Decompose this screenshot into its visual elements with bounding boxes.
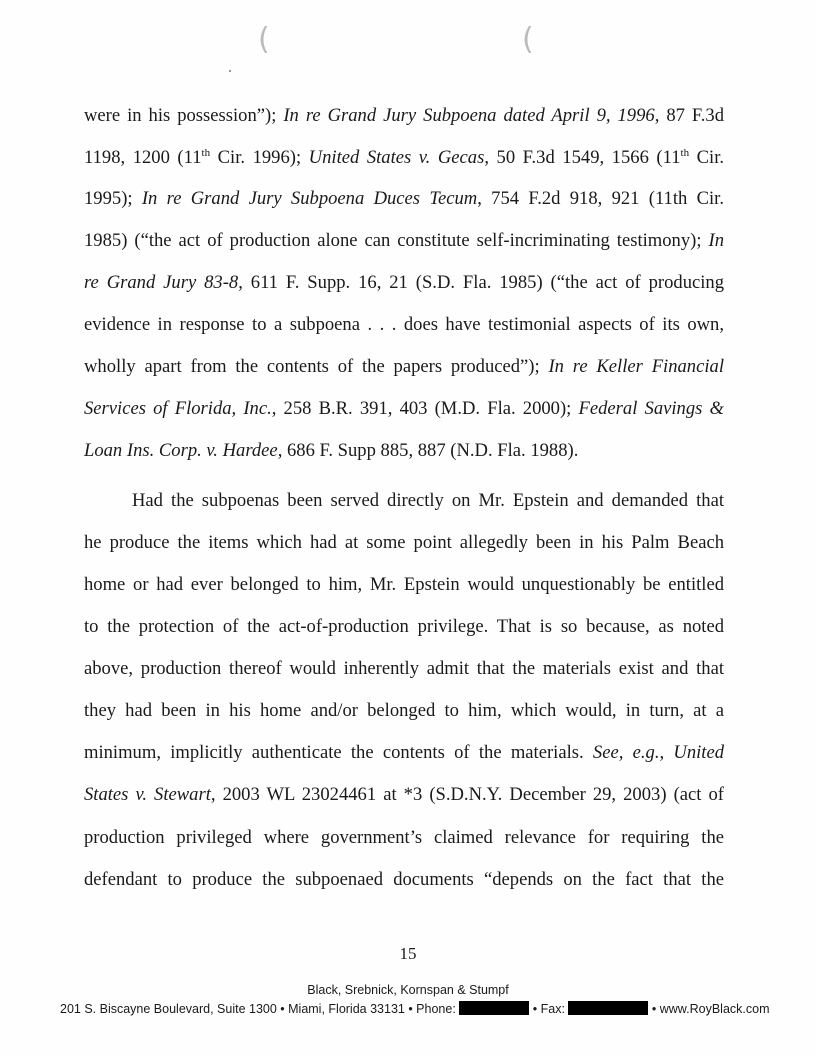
body-line-16: minimum, implicitly authenticate the contents of the materials. See, e.g., United — [84, 742, 724, 763]
body-line-14: above, production thereof would inherently admit that the materials exist and that — [84, 658, 724, 679]
hole-punch-mark-left: ( — [258, 22, 270, 57]
body-line-3: 1995); In re Grand Jury Subpoena Duces Tecum, 754 F.2d 918, 921 (11th Cir. — [84, 188, 724, 209]
body-line-11: he produce the items which had at some point allegedly been in his Palm Beach — [84, 532, 724, 553]
footer-address: 201 S. Biscayne Boulevard, Suite 1300 • Miami, Florida 33131 • Phone: — [60, 1002, 456, 1016]
body-line-2: 1198, 1200 (11th Cir. 1996); United States v. Gecas, 50 F.3d 1549, 1566 (11th Cir. — [84, 147, 725, 168]
footer-address-line — [60, 1001, 770, 1016]
redacted-fax — [568, 1001, 648, 1015]
body-line-6: evidence in response to a subpoena . . . does have testimonial aspects of its own, — [84, 314, 724, 335]
body-line-4: 1985) (“the act of production alone can constitute self-incriminating testimony); In — [84, 230, 724, 251]
paragraph-2-line-1: Had the subpoenas been served directly on Mr. Epstein and demanded that — [132, 490, 724, 511]
body-line-7: wholly apart from the contents of the papers produced”); In re Keller Financial — [84, 356, 724, 377]
body-line-19: defendant to produce the subpoenaed documents “depends on the fact that the — [84, 869, 724, 890]
body-line-1: were in his possession”); In re Grand Jury Subpoena dated April 9, 1996, 87 F.3d — [84, 105, 724, 126]
body-line-13: to the protection of the act-of-production privilege. That is so because, as noted — [84, 616, 724, 637]
body-line-18: production privileged where government’s claimed relevance for requiring the — [84, 827, 724, 848]
hole-punch-mark-right: ( — [522, 22, 534, 57]
body-line-5: re Grand Jury 83-8, 611 F. Supp. 16, 21 (S.D. Fla. 1985) (“the act of producing — [84, 272, 724, 293]
body-line-12: home or had ever belonged to him, Mr. Epstein would unquestionably be entitled — [84, 574, 724, 595]
body-line-8: Services of Florida, Inc., 258 B.R. 391, 403 (M.D. Fla. 2000); Federal Savings & — [84, 398, 724, 419]
footer-firm-name: Black, Srebnick, Kornspan & Stumpf — [307, 983, 509, 997]
body-line-15: they had been in his home and/or belonged to him, which would, in turn, at a — [84, 700, 724, 721]
scan-speck — [229, 70, 231, 72]
body-line-9: Loan Ins. Corp. v. Hardee, 686 F. Supp 885, 887 (N.D. Fla. 1988). — [84, 440, 579, 461]
footer-website: • www.RoyBlack.com — [651, 1002, 770, 1016]
page-number: 15 — [399, 944, 417, 963]
body-line-17: States v. Stewart, 2003 WL 23024461 at *3 (S.D.N.Y. December 29, 2003) (act of — [84, 784, 724, 805]
redacted-phone — [459, 1001, 529, 1015]
footer-fax-label: • Fax: — [532, 1002, 565, 1016]
